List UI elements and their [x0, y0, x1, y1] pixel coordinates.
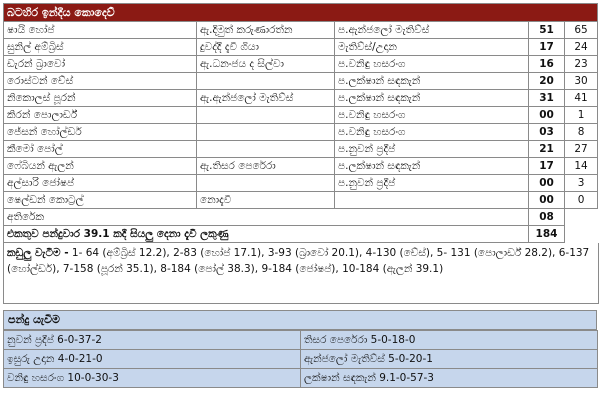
balls: 23: [565, 56, 598, 73]
balls: 3: [565, 175, 598, 192]
batter-name: සුනිල් අම්බ්‍රිස්: [4, 39, 197, 56]
runs: 51: [529, 22, 565, 39]
batter-name: ඩැරන් බ්‍රාවෝ: [4, 56, 197, 73]
dismissal-bowler: [335, 192, 529, 209]
batting-row: [4, 22, 598, 39]
dismissal-fielder: [197, 175, 335, 192]
batting-row: [4, 158, 598, 175]
extras-row: [4, 209, 598, 226]
batter-name: කිරන් පොලාර්ඩ්: [4, 107, 197, 124]
bowler-figures: නුවන් ප්‍රදීප් 6-0-37-2: [4, 331, 301, 350]
dismissal-fielder: නොදැවී: [197, 192, 335, 209]
runs: 21: [529, 141, 565, 158]
batting-row: [4, 107, 598, 124]
batting-row: [4, 192, 598, 209]
bowler-figures: ලක්ෂාන් සඳකැන් 9.1-0-57-3: [301, 369, 598, 388]
dismissal-fielder: [197, 107, 335, 124]
balls: 0: [565, 192, 598, 209]
balls: 65: [565, 22, 598, 39]
bowler-figures: වනිඳු හසරංග 10-0-30-3: [4, 369, 301, 388]
dismissal-bowler: මැතිව්ස්/උදාන: [335, 39, 529, 56]
dismissal-bowler: ප.වනිඳු හසරංග: [335, 56, 529, 73]
batter-name: රොස්ටන් චේස්: [4, 73, 197, 90]
dismissal-fielder: [197, 73, 335, 90]
dismissal-bowler: ප.වනිඳු හසරංග: [335, 124, 529, 141]
batter-name: කීමෝ පෝල්: [4, 141, 197, 158]
batter-name: ෂෙල්ඩන් කොට්‍රල්: [4, 192, 197, 209]
runs: 31: [529, 90, 565, 107]
dismissal-bowler: ප.ලක්ෂාන් සඳකැන්: [335, 73, 529, 90]
dismissal-bowler: ප.ලක්ෂාන් සඳකැන්: [335, 158, 529, 175]
batting-row: [4, 39, 598, 56]
team-title: බටහිර ඉන්දීය කොදෙව්: [4, 4, 598, 22]
runs: 17: [529, 39, 565, 56]
total-row: [4, 226, 598, 243]
bowling-rows: [4, 331, 598, 388]
batter-name: නිකොලස් පූරන්: [4, 90, 197, 107]
dismissal-bowler: ප.ඇන්ජලෝ මැතිව්ස්: [335, 22, 529, 39]
dismissal-bowler: ප.නුවන් ප්‍රදීප්: [335, 175, 529, 192]
batting-row: [4, 124, 598, 141]
batter-name: ෂායි හෝප්: [4, 22, 197, 39]
batter-name: අල්සාරි ජෝෂප්: [4, 175, 197, 192]
batting-row: [4, 73, 598, 90]
runs: 00: [529, 175, 565, 192]
balls: 8: [565, 124, 598, 141]
fow-text: 1- 64 (අම්බ්‍රිස් 12.2), 2-83 (හෝප් 17.1), 3-93 (බ්‍රාවෝ 20.1), 4-130 (චේස්), 5- 131 (පොලාර්ඩ් 28.2), 6-137 (හෝල්ඩර්), 7-158 (පූරන් 35.1), 8-184 (පෝල් 38.3), 9-184 (ජෝෂප්), 10-184 (ඇලන් 39.1): [7, 247, 590, 275]
runs: 17: [529, 158, 565, 175]
runs: 00: [529, 192, 565, 209]
fall-of-wickets: [3, 243, 599, 304]
balls: 1: [565, 107, 598, 124]
dismissal-fielder: ඇ.ධනංජය ද සිල්වා: [197, 56, 335, 73]
batting-row: [4, 175, 598, 192]
bowler-figures: තිසර පෙරේරා 5-0-18-0: [301, 331, 598, 350]
bowling-title: පන්දු යැවීම: [3, 310, 597, 330]
total-value: 184: [529, 226, 565, 243]
dismissal-bowler: ප.ලක්ෂාන් සඳකැන්: [335, 90, 529, 107]
batting-table: [3, 3, 598, 243]
balls: 30: [565, 73, 598, 90]
scorecard: [3, 3, 597, 388]
batting-row: [4, 56, 598, 73]
batter-name: ෆේබියන් ඇලන්: [4, 158, 197, 175]
bowling-table: [3, 330, 598, 388]
bowling-row: [4, 350, 598, 369]
batting-row: [4, 141, 598, 158]
bowler-figures: ඉසුරු උදාන 4-0-21-0: [4, 350, 301, 369]
dismissal-fielder: [197, 124, 335, 141]
bowling-row: [4, 369, 598, 388]
fow-label: කඩුලු වැටීම -: [7, 247, 69, 259]
runs: 16: [529, 56, 565, 73]
runs: 20: [529, 73, 565, 90]
dismissal-fielder: [197, 141, 335, 158]
dismissal-bowler: ප.වනිඳු හසරංග: [335, 107, 529, 124]
bowler-figures: ඇන්ජලෝ මැතිව්ස් 5-0-20-1: [301, 350, 598, 369]
dismissal-fielder: ඇ.ඇන්ජලෝ මැතිව්ස්: [197, 90, 335, 107]
runs: 03: [529, 124, 565, 141]
batting-rows: [4, 22, 598, 209]
dismissal-fielder: ඇ.තිසර පෙරේරා: [197, 158, 335, 175]
batting-row: [4, 90, 598, 107]
balls: 24: [565, 39, 598, 56]
extras-label: අතිරේක: [4, 209, 529, 226]
runs: 00: [529, 107, 565, 124]
dismissal-fielder: ඇ.දිමුත් කරුණාරත්න: [197, 22, 335, 39]
balls: 14: [565, 158, 598, 175]
balls: 27: [565, 141, 598, 158]
extras-value: 08: [529, 209, 565, 226]
total-label: එකතුව පන්දුවාර 39.1 කදී සියලු දෙනා දැවී ලකුණු: [4, 226, 529, 243]
bowling-row: [4, 331, 598, 350]
dismissal-fielder: දුවද්දී දැවී ගියා: [197, 39, 335, 56]
batter-name: ජේසන් හෝල්ඩර්: [4, 124, 197, 141]
balls: 41: [565, 90, 598, 107]
dismissal-bowler: ප.නුවන් ප්‍රදීප්: [335, 141, 529, 158]
